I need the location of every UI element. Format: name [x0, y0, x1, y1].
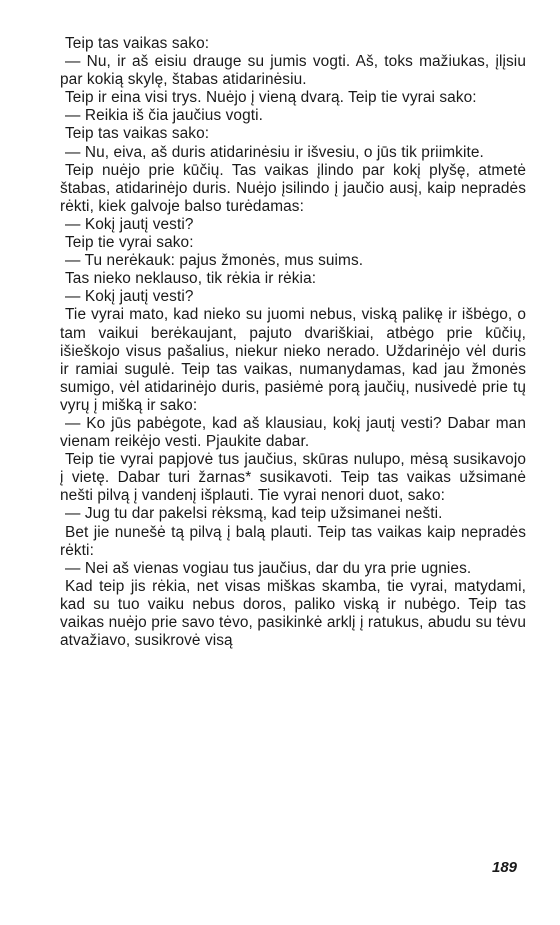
paragraph: — Kokį jautį vesti? — [65, 288, 194, 306]
paragraph: Bet jie nunešė tą pilvą į balą plauti. Teip tas vaikas kaip nepradės rėkti: — [60, 523, 526, 559]
paragraph: Teip tas vaikas sako: — [65, 35, 210, 52]
page-number: 189 — [492, 859, 518, 876]
paragraph: Teip ir eina visi trys. Nuėjo į vieną dvarą. Teip tie vyrai sako: — [65, 89, 477, 107]
paragraph: — Nu, eiva, aš duris atidarinėsiu ir išvesiu, o jūs tik priimkite. — [65, 143, 484, 161]
paragraph: — Jug tu dar pakelsi rėksmą, kad teip užsimanei nešti. — [65, 505, 443, 523]
paragraph: Teip tie vyrai sako: — [65, 234, 194, 252]
paragraph: Teip nuėjo prie kūčių. Tas vaikas įlindo par kokį plyšę, atmetė štabas, atidarinėjo duris. Nuėjo įsilindo į jaučio ausį, kaip nepradės rėkti, kiek galvoje balso turėdamas: — [60, 161, 526, 215]
paragraph: Teip tie vyrai papjovė tus jaučius, skūras nulupo, mėsą susikavojo į vietę. Dabar turi žarnas* susikavoti. Teip tas vaikas užsimanė nešti pilvą į vandenį išplauti. Tie vyrai nenori duot, sako: — [60, 451, 526, 505]
paragraph: — Reikia iš čia jaučius vogti. — [65, 107, 264, 125]
paragraph: Tie vyrai mato, kad nieko su juomi nebus, viską palikę ir išbėgo, o tam vaikui berėkaujant, pajuto dvariškiai, atbėgo prie kūčių, išieškojo visus pašalius, niekur nieko nerado. Uždarinėjo vėl duris ir ramiai sugulė. Teip tas vaikas, numanydamas, kad jau žmonės sumigo, vėl atidarinėjo duris, pasiėmė porą jaučių, nusivedė prie tų vyrų į mišką ir sako: — [60, 306, 526, 414]
paragraph: Kad teip jis rėkia, net visas miškas skamba, tie vyrai, matydami, kad su tuo vaiku nebus doros, paliko viską ir nubėgo. Teip tas vaikas nuėjo prie savo tėvo, pasikinkė arklį į ratukus, abudu su tėvu atvažiavo, susikrovė visą — [60, 577, 526, 650]
paragraph: — Ko jūs pabėgote, kad aš klausiau, kokį jautį vesti? Dabar man vienam reikėjo vesti. Pjaukite dabar. — [60, 414, 526, 451]
paragraph: — Nei aš vienas vogiau tus jaučius, dar du yra prie ugnies. — [65, 559, 472, 577]
paragraph: Teip tas vaikas sako: — [65, 125, 210, 143]
paragraph: — Kokį jautį vesti? — [65, 215, 194, 233]
paragraph: Tas nieko neklauso, tik rėkia ir rėkia: — [65, 270, 317, 288]
story-text — [60, 35, 526, 650]
paragraph: — Nu, ir aš eisiu drauge su jumis vogti. Aš, toks mažiukas, įlįsiu par kokią skylę, štabas atidarinėsiu. — [60, 53, 526, 89]
paragraph: — Tu nerėkauk: pajus žmonės, mus suims. — [65, 252, 364, 270]
